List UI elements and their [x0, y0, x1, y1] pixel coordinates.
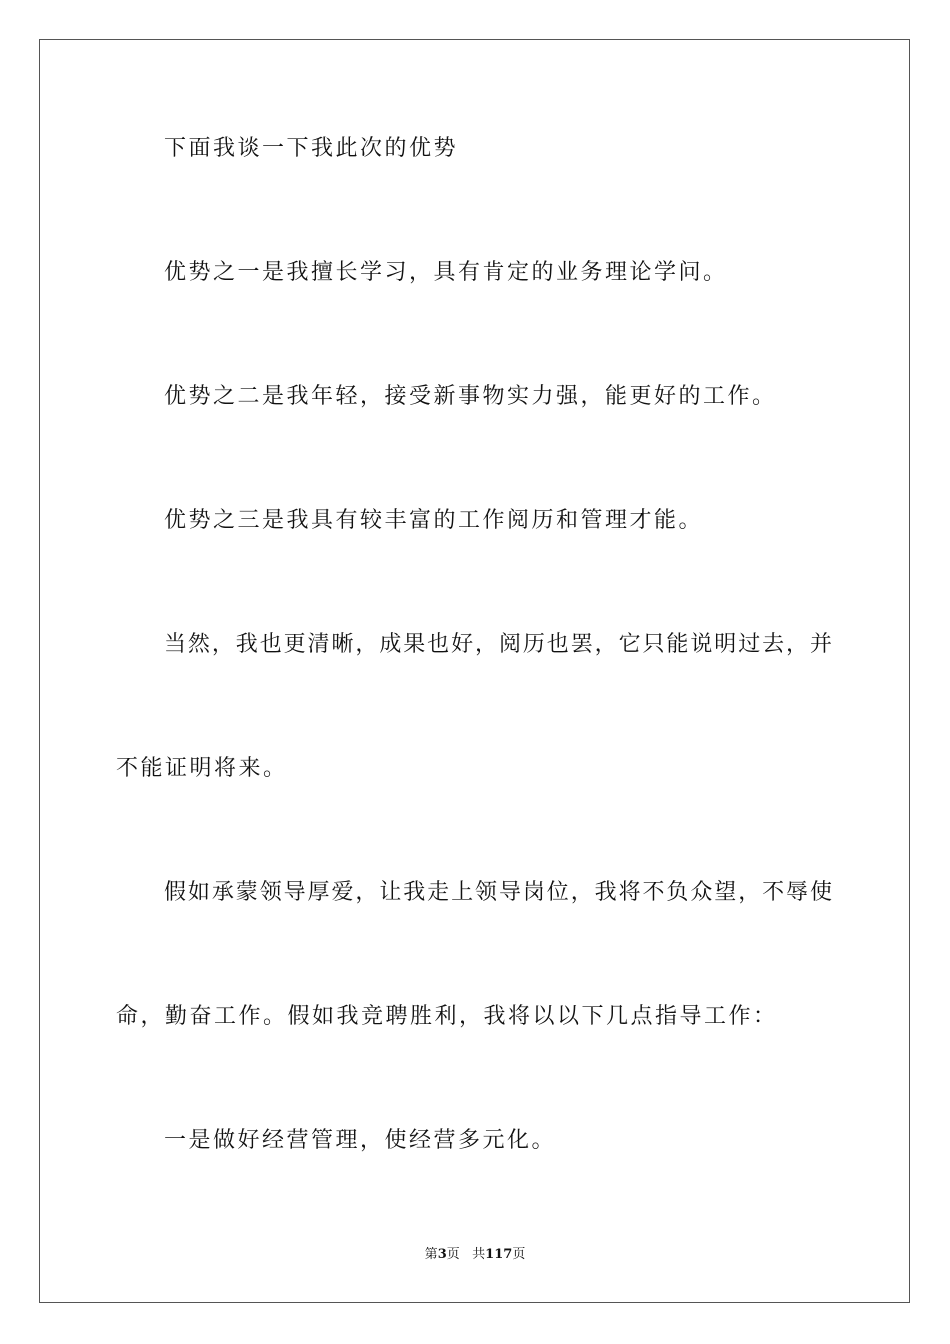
paragraph-line: 优势之二是我年轻，接受新事物实力强，能更好的工作。	[164, 384, 777, 409]
total-prefix: 共	[472, 1247, 486, 1262]
paragraph-line: 优势之三是我具有较丰富的工作阅历和管理才能。	[164, 508, 704, 533]
paragraph-line: 假如承蒙领导厚爱，让我走上领导岗位，我将不负众望，不辱使	[164, 880, 832, 905]
page-border	[39, 39, 910, 1303]
page-suffix: 页	[446, 1247, 460, 1262]
page-footer	[0, 1246, 950, 1264]
paragraph-line: 下面我谈一下我此次的优势	[164, 136, 459, 161]
paragraph-line: 不能证明将来。	[116, 756, 288, 781]
paragraph-line: 一是做好经营管理，使经营多元化。	[164, 1128, 557, 1153]
total-suffix: 页	[512, 1247, 526, 1262]
paragraph-line: 当然，我也更清晰，成果也好，阅历也罢，它只能说明过去，并	[164, 632, 832, 657]
page-number: 3	[437, 1247, 447, 1262]
paragraph-line: 优势之一是我擅长学习，具有肯定的业务理论学问。	[164, 260, 728, 285]
total-pages: 117	[485, 1247, 513, 1262]
page-prefix: 第	[424, 1247, 438, 1262]
paragraph-line: 命，勤奋工作。假如我竞聘胜利，我将以以下几点指导工作：	[116, 1004, 778, 1029]
